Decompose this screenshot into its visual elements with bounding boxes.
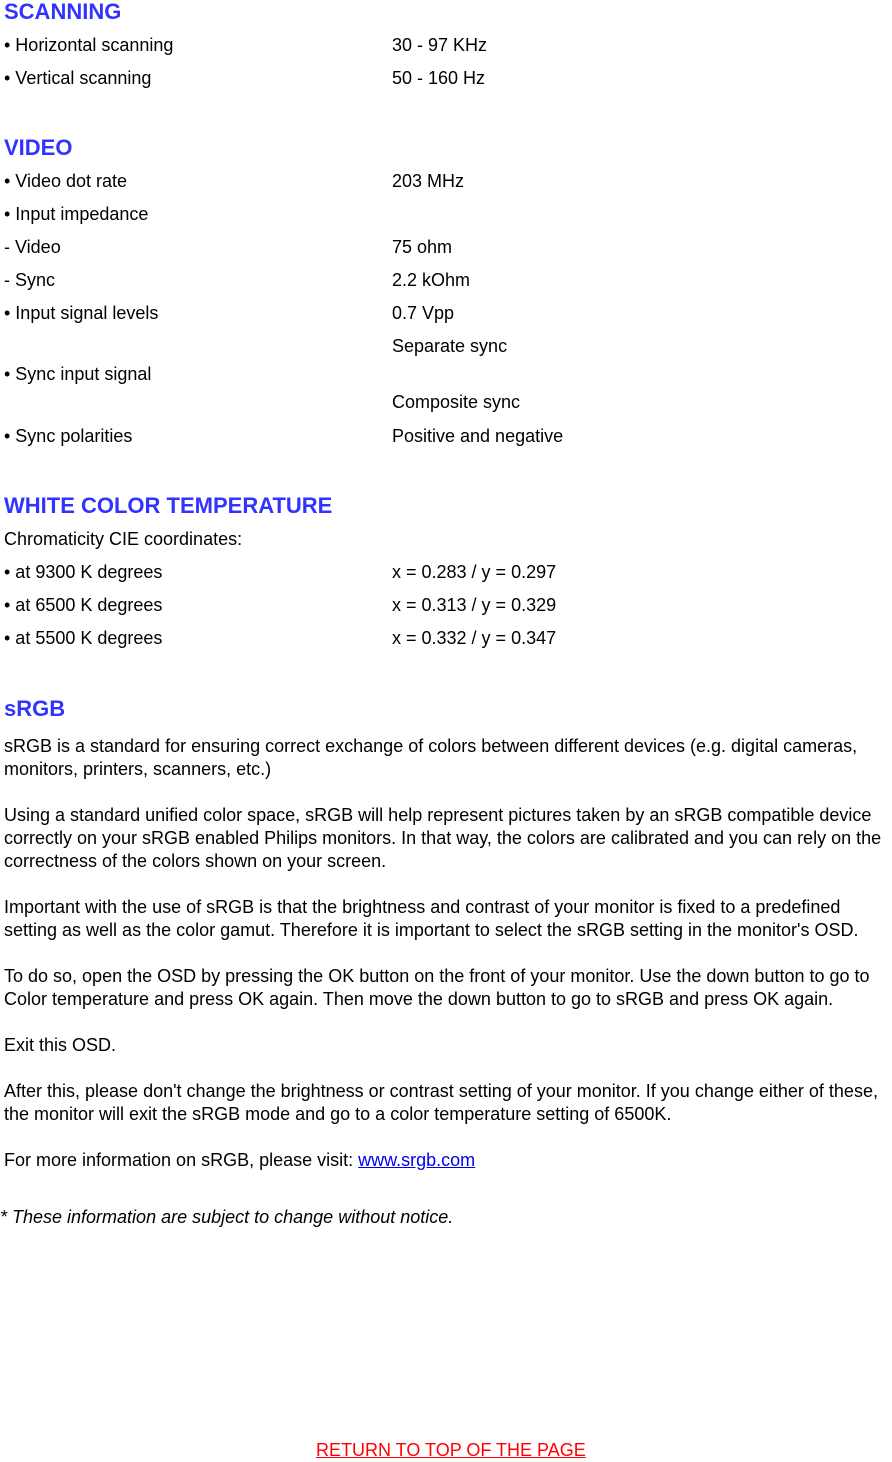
spec-row-vertical-scanning [4,61,892,94]
spec-row-input-signal-levels [4,296,892,329]
srgb-heading: sRGB [4,696,66,721]
spec-row-video-dot-rate [4,164,892,197]
spec-label: • Input impedance [4,203,149,224]
spec-value: x = 0.283 / y = 0.297 [392,561,557,582]
spec-label: • at 9300 K degrees [4,561,163,582]
chromaticity-intro: Chromaticity CIE coordinates: [4,528,243,549]
spec-value: 50 - 160 Hz [392,67,486,88]
spec-value: 2.2 kOhm [392,269,471,290]
spec-row-sync-polarities [4,419,892,452]
video-heading: VIDEO [4,135,73,160]
spec-label: • at 5500 K degrees [4,627,163,648]
spec-label: • Input signal levels [4,302,159,323]
spec-value: Positive and negative [392,425,564,446]
srgb-paragraph: sRGB is a standard for ensuring correct exchange of colors between different devices (e.g. digital cameras, monitors, printers, scanners, etc.) [4,736,858,779]
spec-row-6500k [4,588,892,621]
spec-label: • Sync input signal [4,364,152,384]
spec-label: • Sync polarities [4,425,133,446]
spec-label: • at 6500 K degrees [4,594,163,615]
scanning-heading: SCANNING [4,0,122,24]
spec-label: - Sync [4,269,56,290]
spec-label: • Video dot rate [4,170,128,191]
spec-label: • Vertical scanning [4,67,152,88]
spec-row-video-impedance [4,230,892,263]
spec-label: - Video [4,236,61,257]
spec-value: 203 MHz [392,170,465,191]
return-to-top-link[interactable]: RETURN TO TOP OF THE PAGE [316,1440,586,1460]
spec-value: x = 0.332 / y = 0.347 [392,627,557,648]
change-notice: * These information are subject to change without notice. [0,1207,454,1227]
spec-row-9300k [4,555,892,588]
more-info-text: For more information on sRGB, please visit: [4,1150,359,1170]
srgb-paragraph: To do so, open the OSD by pressing the OK button on the front of your monitor. Use the down button to go to Color temperature and press OK again. Then move the down button to go to sRGB and press OK again. [4,966,870,1009]
spec-value: Separate sync [392,336,508,356]
srgb-paragraph: Important with the use of sRGB is that the brightness and contrast of your monitor is fixed to a predefined setting as well as the color gamut. Therefore it is important to select the sRGB setting in the monitor's OSD. [4,897,859,940]
spec-value: Composite sync [392,392,521,412]
srgb-paragraph: After this, please don't change the brightness or contrast setting of your monitor. If you change either of these, the monitor will exit the sRGB mode and go to a color temperature setting of 6500K. [4,1081,878,1124]
srgb-paragraph: Using a standard unified color space, sRGB will help represent pictures taken by an sRGB compatible device correctly on your sRGB enabled Philips monitors. In that way, the colors are calibrated and you can rely on the correctness of the colors shown on your screen. [4,805,882,871]
srgb-paragraph: Exit this OSD. [4,1035,117,1055]
spec-row-sync-input-signal [4,329,892,419]
white-color-temperature-heading: WHITE COLOR TEMPERATURE [4,493,333,518]
srgb-website-link[interactable]: www.srgb.com [358,1150,476,1170]
spec-value: 0.7 Vpp [392,302,455,323]
spec-value: x = 0.313 / y = 0.329 [392,594,557,615]
spec-value: 75 ohm [392,236,453,257]
spec-value-group [392,336,892,412]
spec-label: • Horizontal scanning [4,34,174,55]
more-info-line [4,1149,892,1172]
spec-value: 30 - 97 KHz [392,34,488,55]
spec-row-horizontal-scanning [4,28,892,61]
spec-row-input-impedance [4,197,892,230]
spec-row-sync-impedance [4,263,892,296]
spec-row-5500k [4,621,892,654]
